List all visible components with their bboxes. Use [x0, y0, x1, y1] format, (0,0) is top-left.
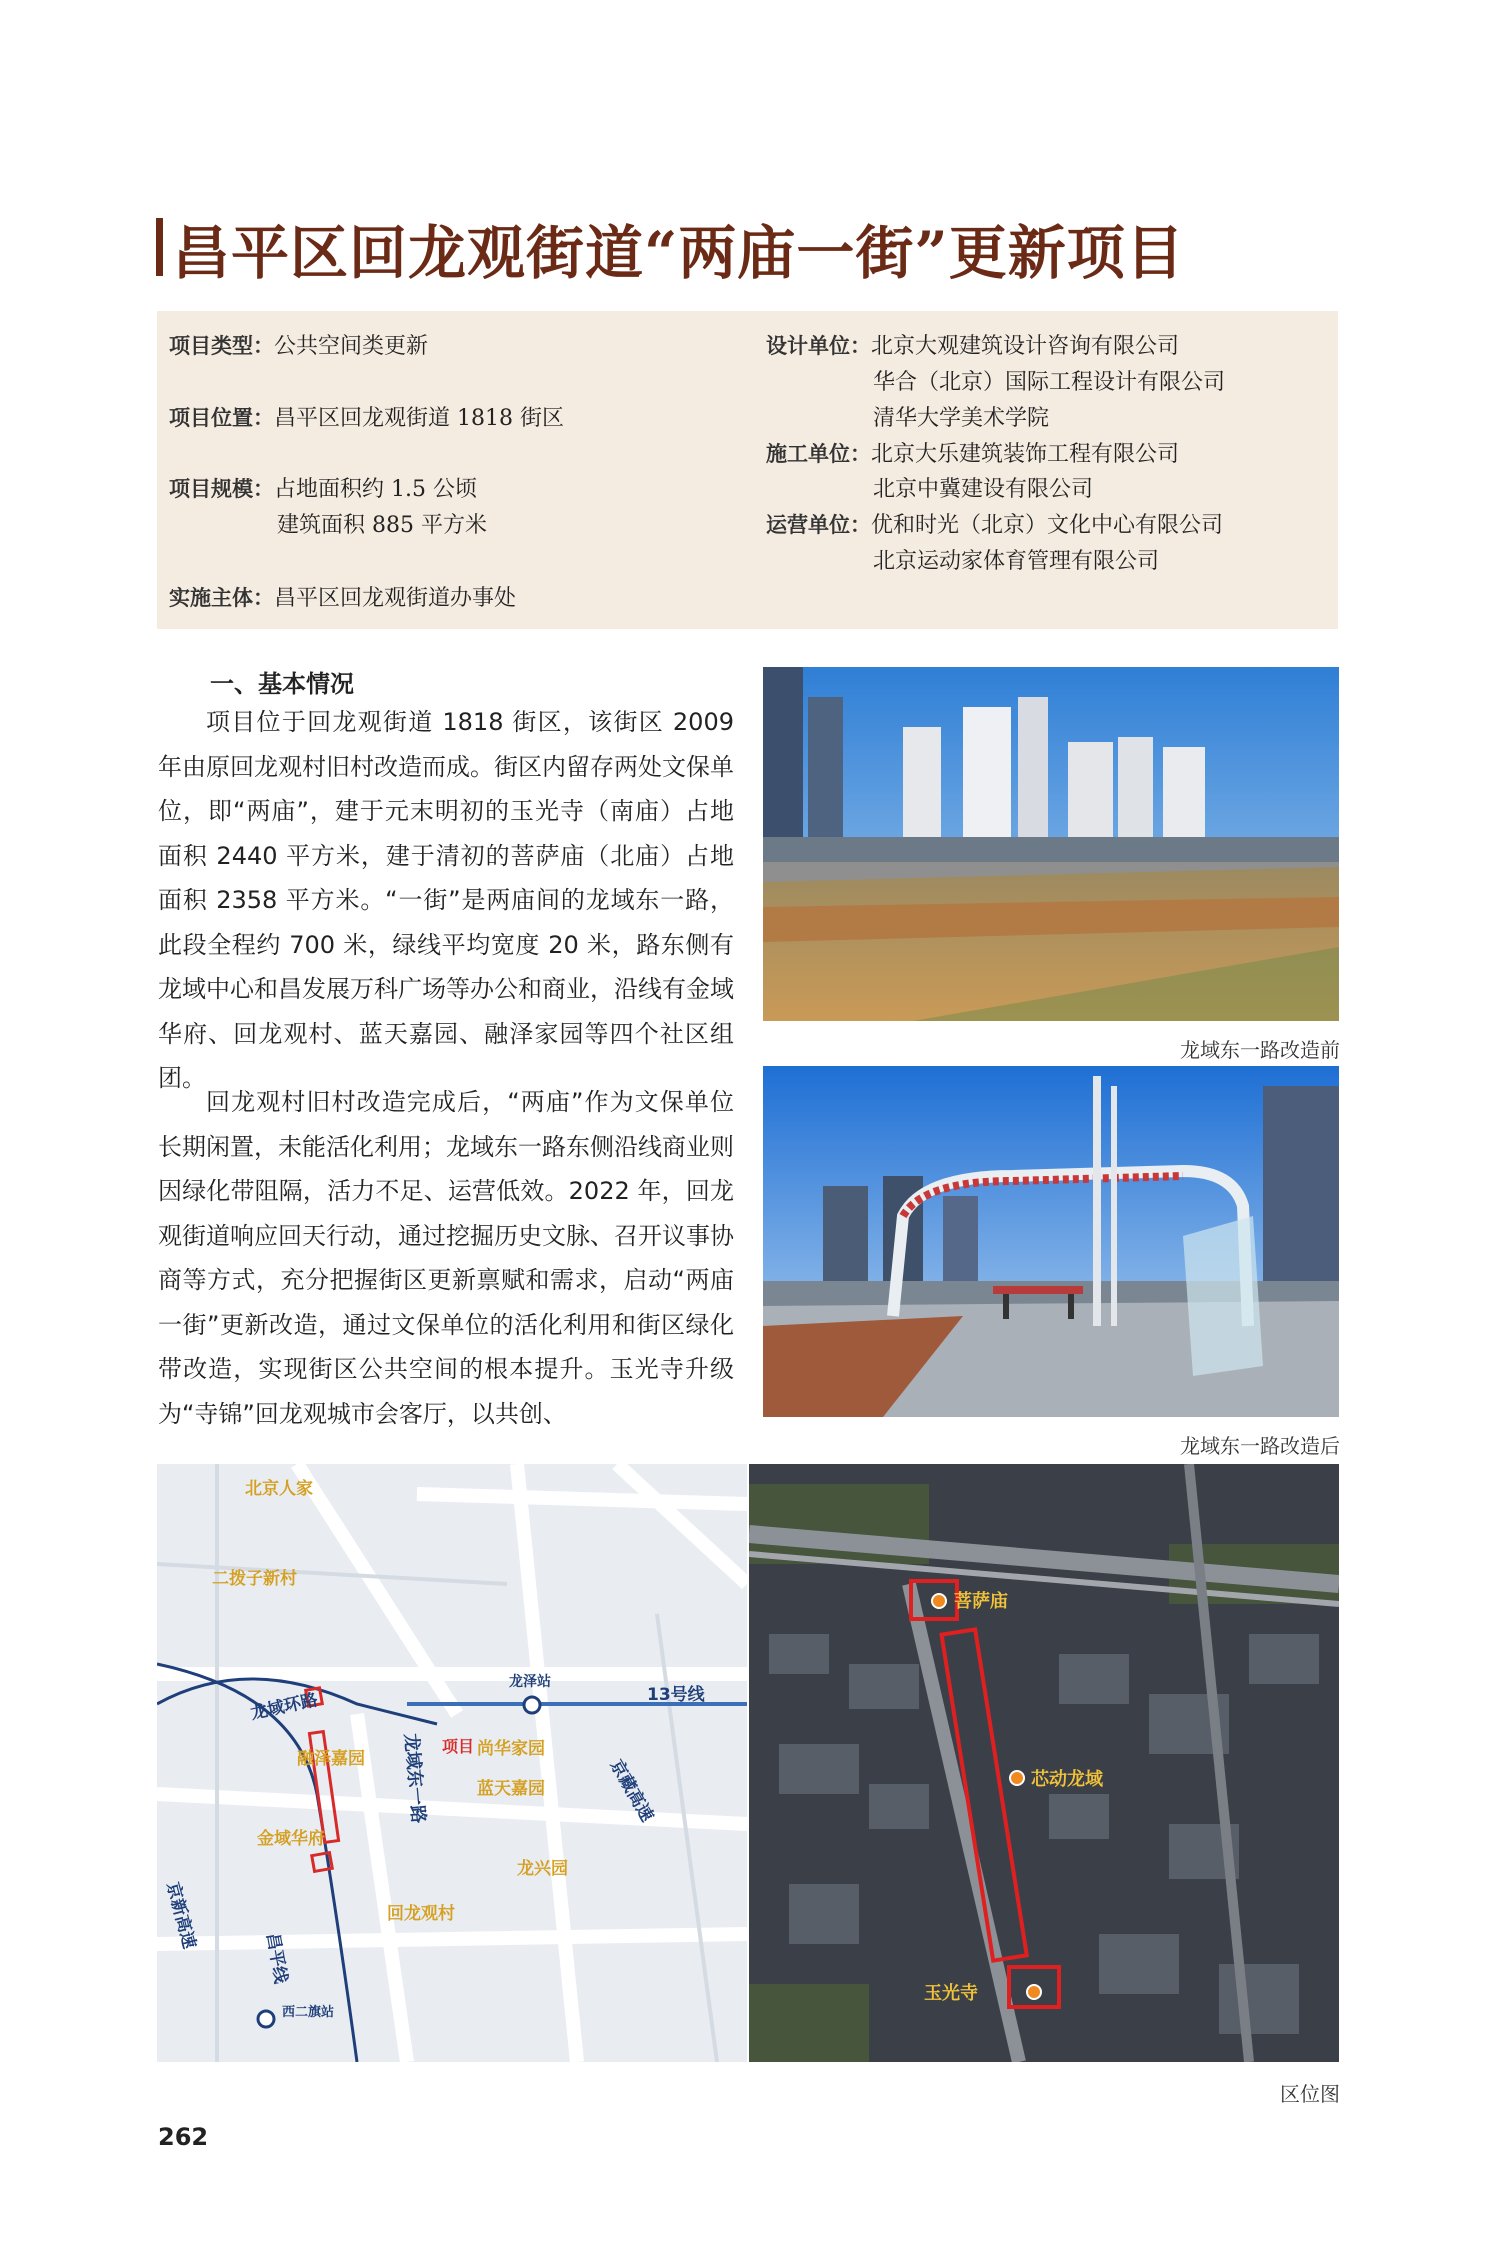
- info-design-line-2: [873, 365, 1225, 396]
- info-implementer-key: 实施主体：: [169, 586, 274, 610]
- info-operation-key: 运营单位：: [766, 513, 871, 537]
- info-scale: [169, 472, 477, 503]
- map-label-rongze: 融泽嘉园: [297, 1749, 365, 1769]
- map-label-project: 项目: [442, 1737, 475, 1756]
- map-label-jingxin: 京新高速: [162, 1880, 200, 1951]
- info-design-value-1: 北京大观建筑设计咨询有限公司: [871, 334, 1180, 359]
- caption-after: 龙域东一路改造后: [1180, 1434, 1340, 1458]
- info-type-key: 项目类型：: [169, 334, 274, 358]
- sat-label-pusa: 菩萨庙: [954, 1591, 1008, 1612]
- section-heading: 一、基本情况: [210, 670, 354, 698]
- map-label-lantian: 蓝天嘉园: [477, 1779, 545, 1799]
- info-scale-key: 项目规模：: [169, 477, 274, 501]
- info-design-line-3: [873, 401, 1049, 432]
- info-construction-value-1: 北京大乐建筑装饰工程有限公司: [871, 442, 1180, 467]
- info-operation-value-1: 优和时光（北京）文化中心有限公司: [871, 513, 1224, 538]
- caption-before: 龙域东一路改造前: [1180, 1038, 1340, 1062]
- project-info-box: [157, 311, 1338, 629]
- info-location: [169, 401, 564, 432]
- map-label-road: 龙域东一路: [400, 1732, 429, 1825]
- info-type: [169, 329, 428, 360]
- photo-after-renovation: [763, 1066, 1339, 1417]
- info-design-key: 设计单位：: [766, 334, 871, 358]
- map-label-changping-line: 昌平线: [262, 1931, 291, 1986]
- photo-before-renovation: [763, 667, 1339, 1021]
- title-accent-bar: [156, 218, 163, 276]
- satellite-map: [749, 1464, 1339, 2062]
- photo-before-image: [763, 667, 1339, 1021]
- map-label-line13: 13号线: [647, 1685, 705, 1705]
- info-construction-key: 施工单位：: [766, 442, 871, 466]
- location-map-image: [157, 1464, 747, 2062]
- map-label-jingzang: 京藏高速: [605, 1756, 657, 1826]
- map-label-longze-station: 龙泽站: [509, 1674, 551, 1690]
- location-map: [157, 1464, 747, 2062]
- map-label-xierqi: 西二旗站: [282, 2005, 335, 2020]
- sat-label-xindong: 芯动龙域: [1031, 1769, 1103, 1790]
- info-design-value-3: 清华大学美术学院: [873, 406, 1050, 431]
- info-operation: [766, 508, 1223, 539]
- info-scale-value-2: 建筑面积 885 平方米: [277, 513, 487, 538]
- satellite-map-image: [749, 1464, 1339, 2062]
- map-label-jinyu: 金域华府: [257, 1829, 325, 1849]
- info-scale-line-2: [277, 508, 487, 539]
- page-number: 262: [158, 2123, 209, 2151]
- info-operation-line-2: [873, 544, 1159, 575]
- info-implementer: [169, 581, 516, 612]
- map-label-longxing: 龙兴园: [517, 1859, 568, 1879]
- info-location-value: 昌平区回龙观街道 1818 街区: [274, 406, 564, 431]
- page-title: 昌平区回龙观街道“两庙一街”更新项目: [172, 219, 1185, 287]
- info-design: [766, 329, 1179, 360]
- map-label-longyu-ring: 龙域环路: [248, 1690, 320, 1724]
- map-label-shanghua: 尚华家园: [477, 1739, 545, 1759]
- info-location-key: 项目位置：: [169, 406, 274, 430]
- photo-after-image: [763, 1066, 1339, 1417]
- info-type-value: 公共空间类更新: [274, 334, 429, 359]
- info-implementer-value: 昌平区回龙观街道办事处: [274, 586, 517, 611]
- paragraph-2: 回龙观村旧村改造完成后，“两庙”作为文保单位长期闲置，未能活化利用；龙域东一路东侧沿线商业则因绿化带阻隔，活力不足、运营低效。2022 年，回龙观街道响应回天行动，通过挖掘历史文脉、召开议事协商等方式，充分把握街区更新禀赋和需求，启动“两庙一街”更新改造，通过文保单位的活化利用和街区绿化带改造，实现街区公共空间的根本提升。玉光寺升级为“寺锦”回龙观城市会客厅，以共创、: [158, 1088, 734, 1428]
- info-design-value-2: 华合（北京）国际工程设计有限公司: [873, 370, 1226, 395]
- info-construction-line-2: [873, 472, 1093, 503]
- info-operation-value-2: 北京运动家体育管理有限公司: [873, 549, 1160, 574]
- info-construction-value-2: 北京中冀建设有限公司: [873, 477, 1094, 502]
- map-label-erbozi: 二拨子新村: [212, 1569, 297, 1589]
- paragraph-1: 项目位于回龙观街道 1818 街区，该街区 2009 年由原回龙观村旧村改造而成。街区内留存两处文保单位，即“两庙”，建于元末明初的玉光寺（南庙）占地面积 2440 平方米，建于清初的菩萨庙（北庙）占地面积 2358 平方米。“一街”是两庙间的龙域东一路，此段全程约 700 米，绿线平均宽度 20 米，路东侧有龙域中心和昌发展万科广场等办公和商业，沿线有金域华府、回龙观村、蓝天嘉园、融泽家园等四个社区组团。: [158, 708, 734, 1092]
- map-label-huilongguan: 回龙观村: [387, 1904, 455, 1924]
- info-construction: [766, 437, 1179, 468]
- sat-label-yuguang: 玉光寺: [924, 1983, 978, 2004]
- info-scale-value-1: 占地面积约 1.5 公顷: [274, 477, 477, 502]
- map-label-beijing-renjia: 北京人家: [245, 1479, 313, 1499]
- caption-map: 区位图: [1280, 2082, 1340, 2106]
